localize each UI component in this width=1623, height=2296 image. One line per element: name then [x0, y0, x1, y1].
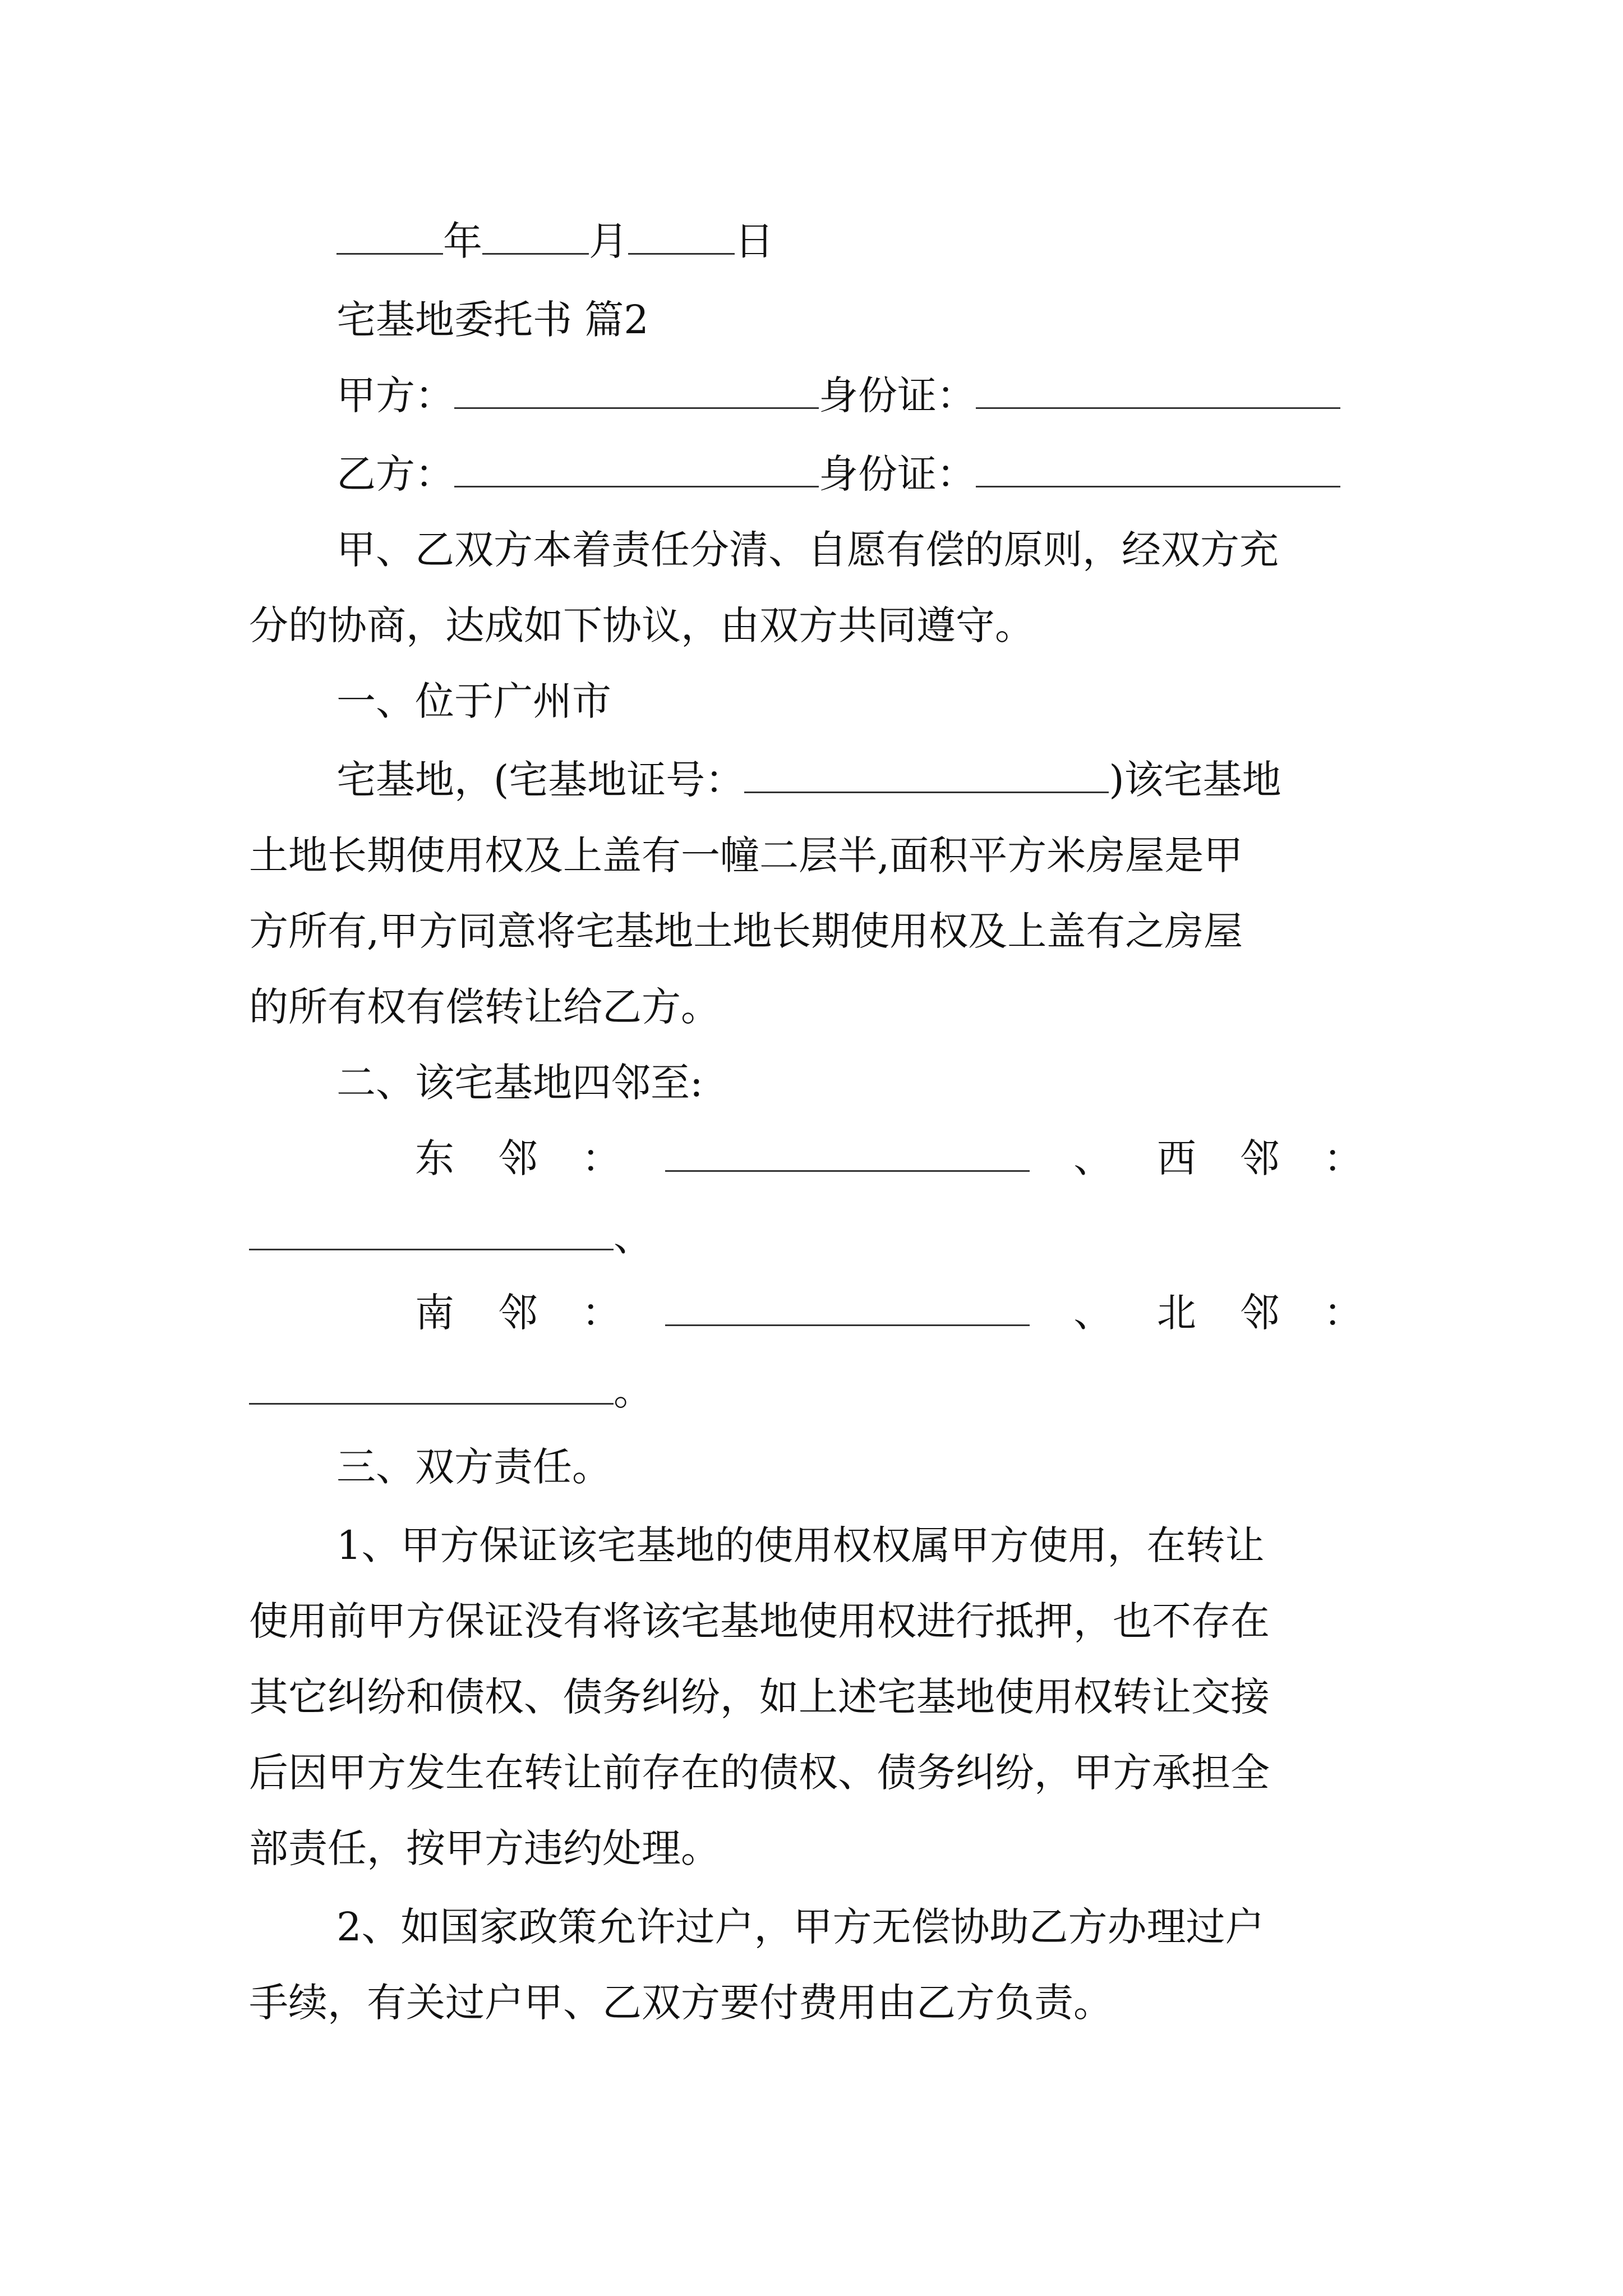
south-char-1: 南: [415, 1290, 454, 1336]
section2-heading: 二、该宅基地四邻至:: [336, 1060, 703, 1106]
south-char-2: 邻: [498, 1290, 538, 1336]
item1-line-3: 其它纠纷和债权、债务纠纷，如上述宅基地使用权转让交接: [249, 1674, 1270, 1720]
west-neighbor-blank[interactable]: [249, 1215, 614, 1250]
south-colon: ：: [582, 1290, 621, 1336]
month-blank[interactable]: [482, 219, 589, 255]
east-char-1: 东: [415, 1135, 454, 1181]
west-comma: 、: [614, 1214, 653, 1260]
north-period: 。: [614, 1368, 653, 1414]
item1-line-2: 使用前甲方保证没有将该宅基地使用权进行抵押，也不存在: [249, 1598, 1270, 1644]
day-blank[interactable]: [628, 219, 735, 255]
party-a-id-blank[interactable]: [976, 374, 1340, 409]
east-comma: 、: [1073, 1135, 1113, 1181]
day-label: 日: [735, 218, 774, 264]
north-neighbor-row: [249, 1369, 1387, 1414]
year-label: 年: [443, 218, 482, 264]
section3-heading: 三、双方责任。: [336, 1444, 611, 1490]
south-neighbor-blank[interactable]: [665, 1291, 1030, 1326]
west-neighbor-row: [249, 1214, 1387, 1259]
year-blank[interactable]: [336, 219, 443, 255]
party-b-name-blank[interactable]: [454, 452, 819, 487]
intro-line-1: 甲、乙双方本着责任分清、自愿有偿的原则，经双方充: [336, 527, 1279, 573]
section1-line-1: [336, 757, 1475, 802]
intro-line-2: 分的协商，达成如下协议，由双方共同遵守。: [249, 602, 1034, 648]
north-char-2: 邻: [1240, 1290, 1280, 1336]
east-west-row: [415, 1136, 1363, 1181]
item2-line-1: 2、如国家政策允许过户，甲方无偿协助乙方办理过户: [336, 1904, 1265, 1950]
south-north-row: [415, 1290, 1363, 1335]
east-colon: ：: [582, 1135, 621, 1181]
east-neighbor-blank[interactable]: [665, 1137, 1030, 1172]
party-b-id-label: 身份证：: [819, 451, 976, 497]
party-a-label: 甲方：: [336, 372, 454, 418]
party-b-id-blank[interactable]: [976, 452, 1340, 487]
party-b-row: [336, 452, 1475, 496]
section1-line-4: 的所有权有偿转让给乙方。: [249, 984, 720, 1030]
section1-line-3: 方所有,甲方同意将宅基地土地长期使用权及上盖有之房屋: [249, 908, 1243, 954]
item2-line-2: 手续，有关过户甲、乙双方要付费用由乙方负责。: [249, 1980, 1113, 2026]
section1-heading: 一、位于广州市: [336, 678, 611, 724]
party-a-row: [336, 373, 1475, 418]
party-a-id-label: 身份证：: [819, 372, 976, 418]
homestead-certificate-blank[interactable]: [744, 758, 1109, 793]
party-a-name-blank[interactable]: [454, 374, 819, 409]
item1-line-1: 1、甲方保证该宅基地的使用权权属甲方使用，在转让: [336, 1522, 1265, 1568]
west-char-2: 邻: [1240, 1135, 1280, 1181]
west-char-1: 西: [1156, 1135, 1196, 1181]
north-char-1: 北: [1156, 1290, 1196, 1336]
north-colon: ：: [1323, 1290, 1363, 1336]
section1-line-1-text-b: )该宅基地: [1109, 757, 1281, 803]
party-b-label: 乙方：: [336, 451, 454, 497]
item1-line-5: 部责任，按甲方违约处理。: [249, 1825, 720, 1871]
section1-line-2: 土地长期使用权及上盖有一幢二层半,面积平方米房屋是甲: [249, 832, 1243, 878]
section1-line-1-text-a: 宅基地，(宅基地证号：: [336, 757, 745, 803]
north-neighbor-blank[interactable]: [249, 1369, 614, 1405]
document-title: 宅基地委托书 篇2: [336, 297, 649, 343]
east-char-2: 邻: [498, 1135, 538, 1181]
month-label: 月: [589, 218, 628, 264]
south-comma: 、: [1073, 1290, 1113, 1336]
west-colon: ：: [1323, 1135, 1363, 1181]
item1-line-4: 后因甲方发生在转让前存在的债权、债务纠纷，甲方承担全: [249, 1750, 1270, 1796]
date-line: [336, 219, 1475, 264]
